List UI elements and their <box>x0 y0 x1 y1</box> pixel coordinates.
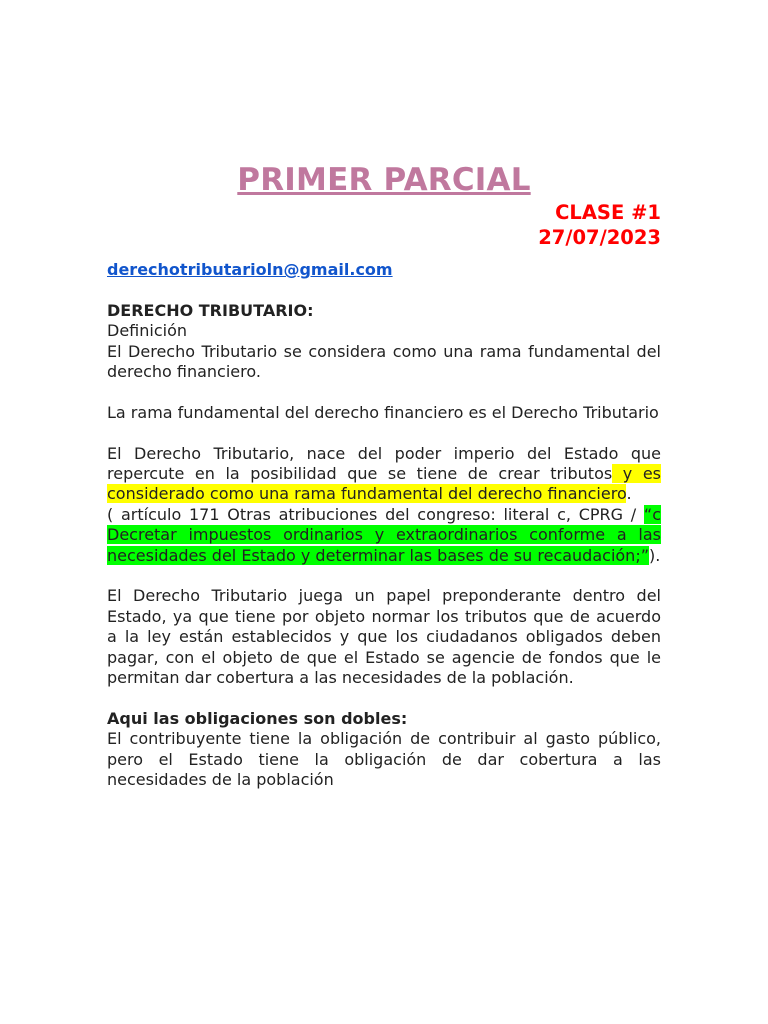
spacer <box>107 280 661 300</box>
spacer <box>107 688 661 708</box>
document-page <box>107 160 661 790</box>
class-date: 27/07/2023 <box>538 226 661 249</box>
spacer <box>107 382 661 402</box>
spacer <box>107 423 661 443</box>
class-number: CLASE #1 <box>555 201 661 224</box>
email-link[interactable]: derechotributarioln@gmail.com <box>107 260 393 279</box>
article-reference: ( artículo 171 Otras atribuciones del congreso: literal c, CPRG / <box>107 504 644 524</box>
paragraph-origin <box>107 444 661 566</box>
page-title: PRIMER PARCIAL <box>237 162 531 198</box>
highlight-green-quote: “c Decretar impuestos ordinarios y extraordinarios conforme a las necesidades del Estado y determinar las bases de su recaudación;” <box>107 504 661 565</box>
paragraph-obligations: El contribuyente tiene la obligación de contribuir al gasto público, pero el Estado tiene la obligación de dar cobertura a las necesidades de la población <box>107 729 661 790</box>
origin-period: . <box>626 484 632 504</box>
paragraph-definition: El Derecho Tributario se considera como una rama fundamental del derecho financiero. <box>107 341 661 382</box>
definition-label: Definición <box>107 321 187 341</box>
section-heading: DERECHO TRIBUTARIO: <box>107 300 314 320</box>
paragraph-role: El Derecho Tributario juega un papel preponderante dentro del Estado, ya que tiene por objeto normar los tributos que de acuerdo a la ley están establecidos y que los ciudadanos obligados deben pagar, con el objeto de que el Estado se agencie de fondos que le permitan dar cobertura a las necesidades de la población. <box>107 586 661 688</box>
article-close: ). <box>649 545 661 565</box>
highlight-yellow-text: y es considerado como una rama fundamental del derecho financiero <box>107 464 661 504</box>
paragraph-rama: La rama fundamental del derecho financiero es el Derecho Tributario <box>107 402 659 422</box>
origin-text: El Derecho Tributario, nace del poder imperio del Estado que repercute en la posibilidad que se tiene de crear tributos <box>107 443 661 484</box>
spacer <box>107 566 661 586</box>
obligations-heading: Aqui las obligaciones son dobles: <box>107 708 408 728</box>
